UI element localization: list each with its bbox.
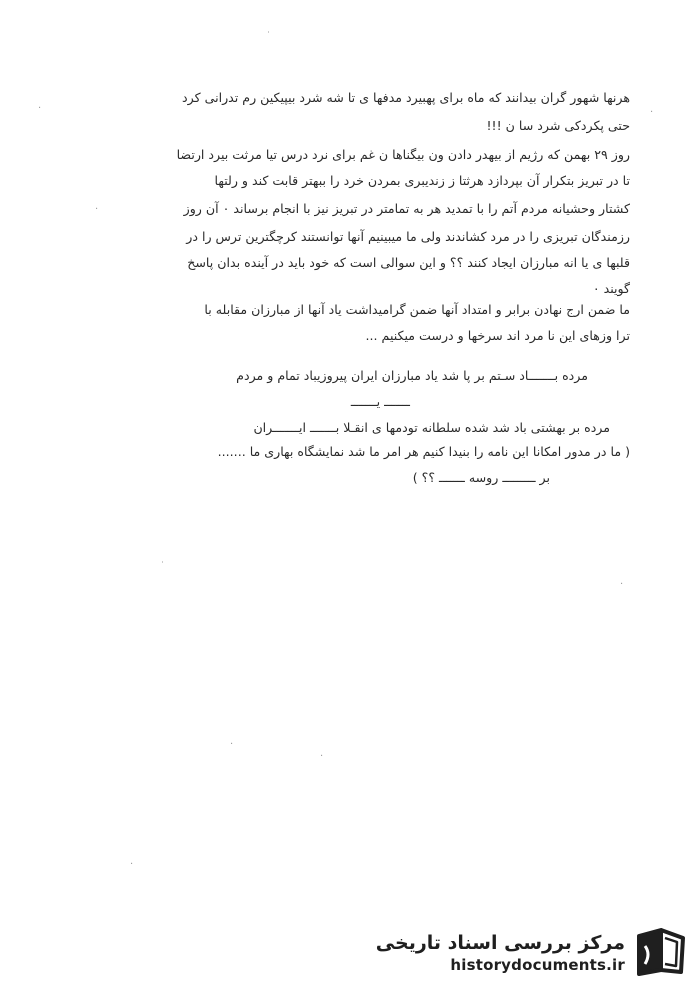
paragraph-1: [70, 88, 630, 148]
text-line: روز ۲۹ بهمن که رژیم از بیهدر دادن ون بیگناها ن غم برای نرد درس تیا مرثت بیرد ارتضا: [176, 147, 630, 162]
text-line: ـــــــ یـــــــ: [350, 394, 410, 409]
scan-speck: ·: [620, 579, 624, 590]
book-emblem-icon: [631, 926, 689, 978]
paragraph-4: [70, 366, 630, 516]
text-line: ( ما در مدور امکانا این نامه را بنیدا کنیم هر امر ما شد نمایشگاه بهاری ما .......: [217, 444, 630, 459]
scan-speck: ˙: [266, 31, 271, 42]
text-line: تا در تبریز بتکرار آن بپردازد هرثتا ز زندیبری بمردن خرد را ببهتر قابت کند و رلتها: [214, 173, 630, 188]
paragraph-2: [70, 143, 630, 303]
text-line: بر ـــــــــ روسه ـــــــ ؟؟ ): [412, 470, 550, 485]
scan-speck: ·: [95, 204, 99, 215]
text-line: مرده بـــــــاد سـتم بر پا شد یاد مبارزان ایران پیروزیباد تمام و مردم: [236, 368, 588, 383]
text-line: کشتار وحشیانه مردم آتم را با تمدید هر به تمامتر در تبریز نیز با انجام برساند ۰ آن روز: [183, 201, 630, 216]
scan-speck: ·: [230, 739, 234, 750]
text-line: مرده بر بهشتی باد شد شده سلطانه تودمها ی انقـلا بـــــــ ایـــــــران: [253, 420, 610, 435]
text-line: ترا وزهای این نا مرد اند سرخها و درست میکنیم ...: [365, 328, 630, 343]
logo-title: مرکز بررسی اسناد تاریخی: [375, 932, 625, 954]
watermark-logo: [375, 922, 695, 982]
scan-speck: ·: [320, 751, 324, 762]
logo-url: historydocuments.ir: [450, 956, 625, 974]
scan-speck: ˙: [160, 561, 165, 572]
text-line: هرنها شهور گران بیدانند که ماه برای پهبیرد مدفها ی تا شه شرد بیپیکین رم تدرانی کرد: [182, 90, 630, 105]
text-line: گویند ۰: [592, 281, 630, 296]
text-line: ما ضمن ارج نهادن برابر و امتداد آنها ضمن گرامیداشت یاد آنها از مبارزان مقابله با: [204, 302, 630, 317]
paragraph-3: [70, 298, 630, 348]
scan-speck: ·: [38, 103, 42, 114]
scan-speck: ·: [650, 107, 654, 118]
scan-speck: ·: [130, 859, 134, 870]
text-line: قلبها ی یا انه مبارزان ایجاد کنند ؟؟ و این سوالی است که خود باید در آینده بدان پاسخ: [187, 255, 630, 270]
text-line: رزمندگان تبریزی را در مرد کشاندند ولی ما میبینیم آنها توانستند کرچگترین ترس را در: [186, 229, 630, 244]
text-line: حتی پکردکی شرد سا ن !!!: [486, 118, 630, 133]
